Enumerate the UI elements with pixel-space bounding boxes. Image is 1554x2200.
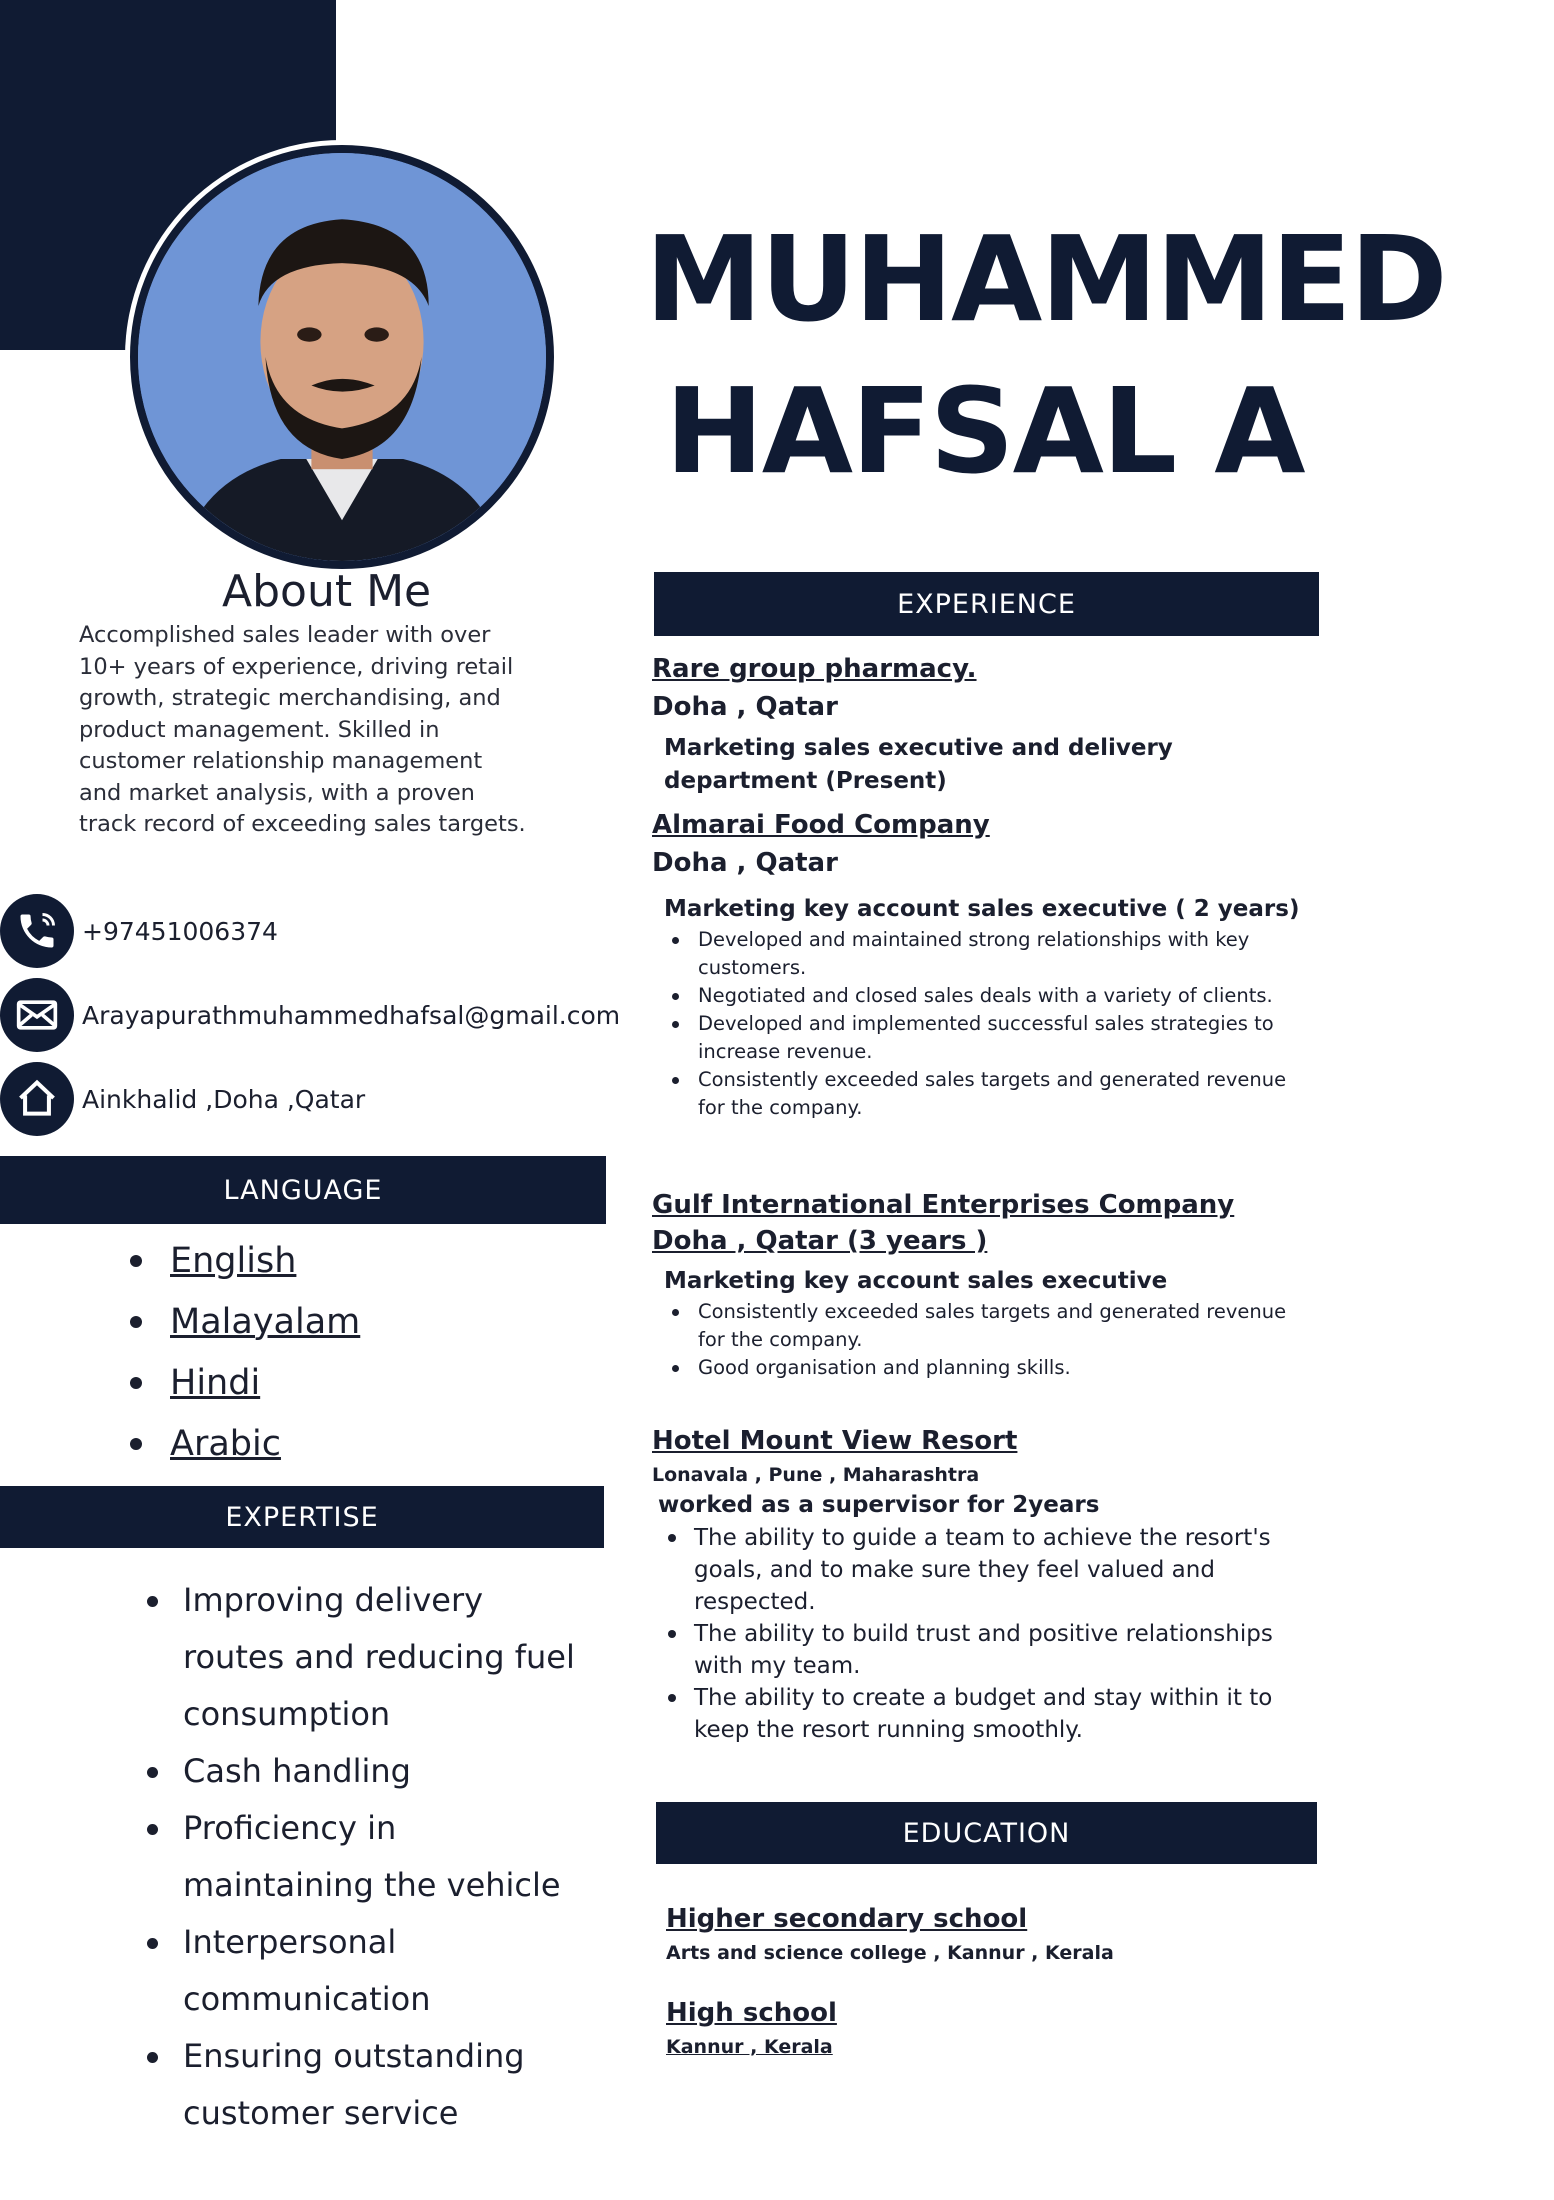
- contact-address: [0, 1062, 365, 1136]
- list-item: Improving delivery routes and reducing fuel consumption: [145, 1572, 585, 1743]
- list-item: Consistently exceeded sales targets and generated revenue for the company.: [698, 1298, 1312, 1354]
- list-item: The ability to build trust and positive relationships with my team.: [694, 1618, 1312, 1682]
- job-bullets: [652, 926, 1312, 1122]
- list-item: Interpersonal communication: [145, 1914, 585, 2028]
- name-line-2: HAFSAL A: [665, 362, 1304, 500]
- education-title: Higher secondary school: [666, 1904, 1028, 1934]
- phone-icon: [0, 894, 74, 968]
- experience-header: EXPERIENCE: [654, 572, 1319, 636]
- list-item: Ensuring outstanding customer service: [145, 2028, 585, 2142]
- job-role: worked as a supervisor for 2years: [658, 1492, 1100, 1518]
- about-title: About Me: [222, 566, 432, 617]
- job-2: [652, 810, 1312, 1122]
- person-portrait-icon: [138, 153, 546, 561]
- list-item: The ability to create a budget and stay within it to keep the resort running smoothly.: [694, 1682, 1312, 1746]
- expertise-header: EXPERTISE: [0, 1486, 604, 1548]
- education-detail: Arts and science college , Kannur , Kerala: [666, 1942, 1114, 1964]
- mail-icon: [0, 978, 74, 1052]
- address: Ainkhalid ,Doha ,Qatar: [82, 1084, 366, 1114]
- expertise-list: [145, 1572, 585, 2142]
- list-item: Negotiated and closed sales deals with a variety of clients.: [698, 982, 1312, 1010]
- contact-email: [0, 978, 620, 1052]
- language-list: [130, 1230, 360, 1474]
- education-1: [666, 1904, 1326, 1964]
- company-name: Hotel Mount View Resort: [652, 1426, 1018, 1456]
- list-item: Good organisation and planning skills.: [698, 1354, 1312, 1382]
- list-item: Arabic: [130, 1413, 360, 1474]
- list-item: Proficiency in maintaining the vehicle: [145, 1800, 585, 1914]
- job-3: [652, 1190, 1312, 1382]
- list-item: Consistently exceeded sales targets and generated revenue for the company.: [698, 1066, 1312, 1122]
- list-item: Cash handling: [145, 1743, 585, 1800]
- home-icon: [0, 1062, 74, 1136]
- candidate-name: [645, 210, 1446, 500]
- company-name: Gulf International Enterprises Company: [652, 1190, 1235, 1220]
- job-1: [652, 654, 1312, 798]
- job-bullets: [652, 1522, 1312, 1746]
- profile-photo: [130, 145, 554, 569]
- list-item: Developed and maintained strong relationships with key customers.: [698, 926, 1312, 982]
- job-location: Lonavala , Pune , Maharashtra: [652, 1464, 980, 1486]
- name-line-1: MUHAMMED: [645, 210, 1446, 348]
- education-detail: Kannur , Kerala: [666, 2036, 833, 2058]
- list-item: The ability to guide a team to achieve the resort's goals, and to make sure they feel valued and respected.: [694, 1522, 1312, 1618]
- job-role: Marketing key account sales executive ( 2 years): [664, 896, 1300, 922]
- company-name: Almarai Food Company: [652, 810, 990, 840]
- job-location: Doha , Qatar: [652, 692, 838, 722]
- about-text: Accomplished sales leader with over 10+ years of experience, driving retail growth, strategic merchandising, and product management. Skilled in customer relationship management and market analysis, with a proven track record of exceeding sales targets.: [79, 622, 526, 837]
- job-location: Doha , Qatar (3 years ): [652, 1226, 988, 1256]
- job-4: [652, 1426, 1312, 1746]
- list-item: Hindi: [130, 1352, 360, 1413]
- email-address[interactable]: Arayapurathmuhammedhafsal@gmail.com: [82, 1000, 621, 1030]
- list-item: English: [130, 1230, 360, 1291]
- job-location: Doha , Qatar: [652, 848, 838, 878]
- list-item: Developed and implemented successful sales strategies to increase revenue.: [698, 1010, 1312, 1066]
- education-title: High school: [666, 1998, 837, 2028]
- list-item: Malayalam: [130, 1291, 360, 1352]
- job-role: Marketing key account sales executive: [664, 1268, 1168, 1294]
- education-header: EDUCATION: [656, 1802, 1317, 1864]
- job-role: Marketing sales executive and delivery department (Present): [664, 735, 1173, 794]
- language-header: LANGUAGE: [0, 1156, 606, 1224]
- contact-phone: [0, 894, 278, 968]
- phone-number[interactable]: +97451006374: [82, 916, 278, 946]
- company-name: Rare group pharmacy.: [652, 654, 977, 684]
- education-2: [666, 1998, 1326, 2058]
- job-bullets: [652, 1298, 1312, 1382]
